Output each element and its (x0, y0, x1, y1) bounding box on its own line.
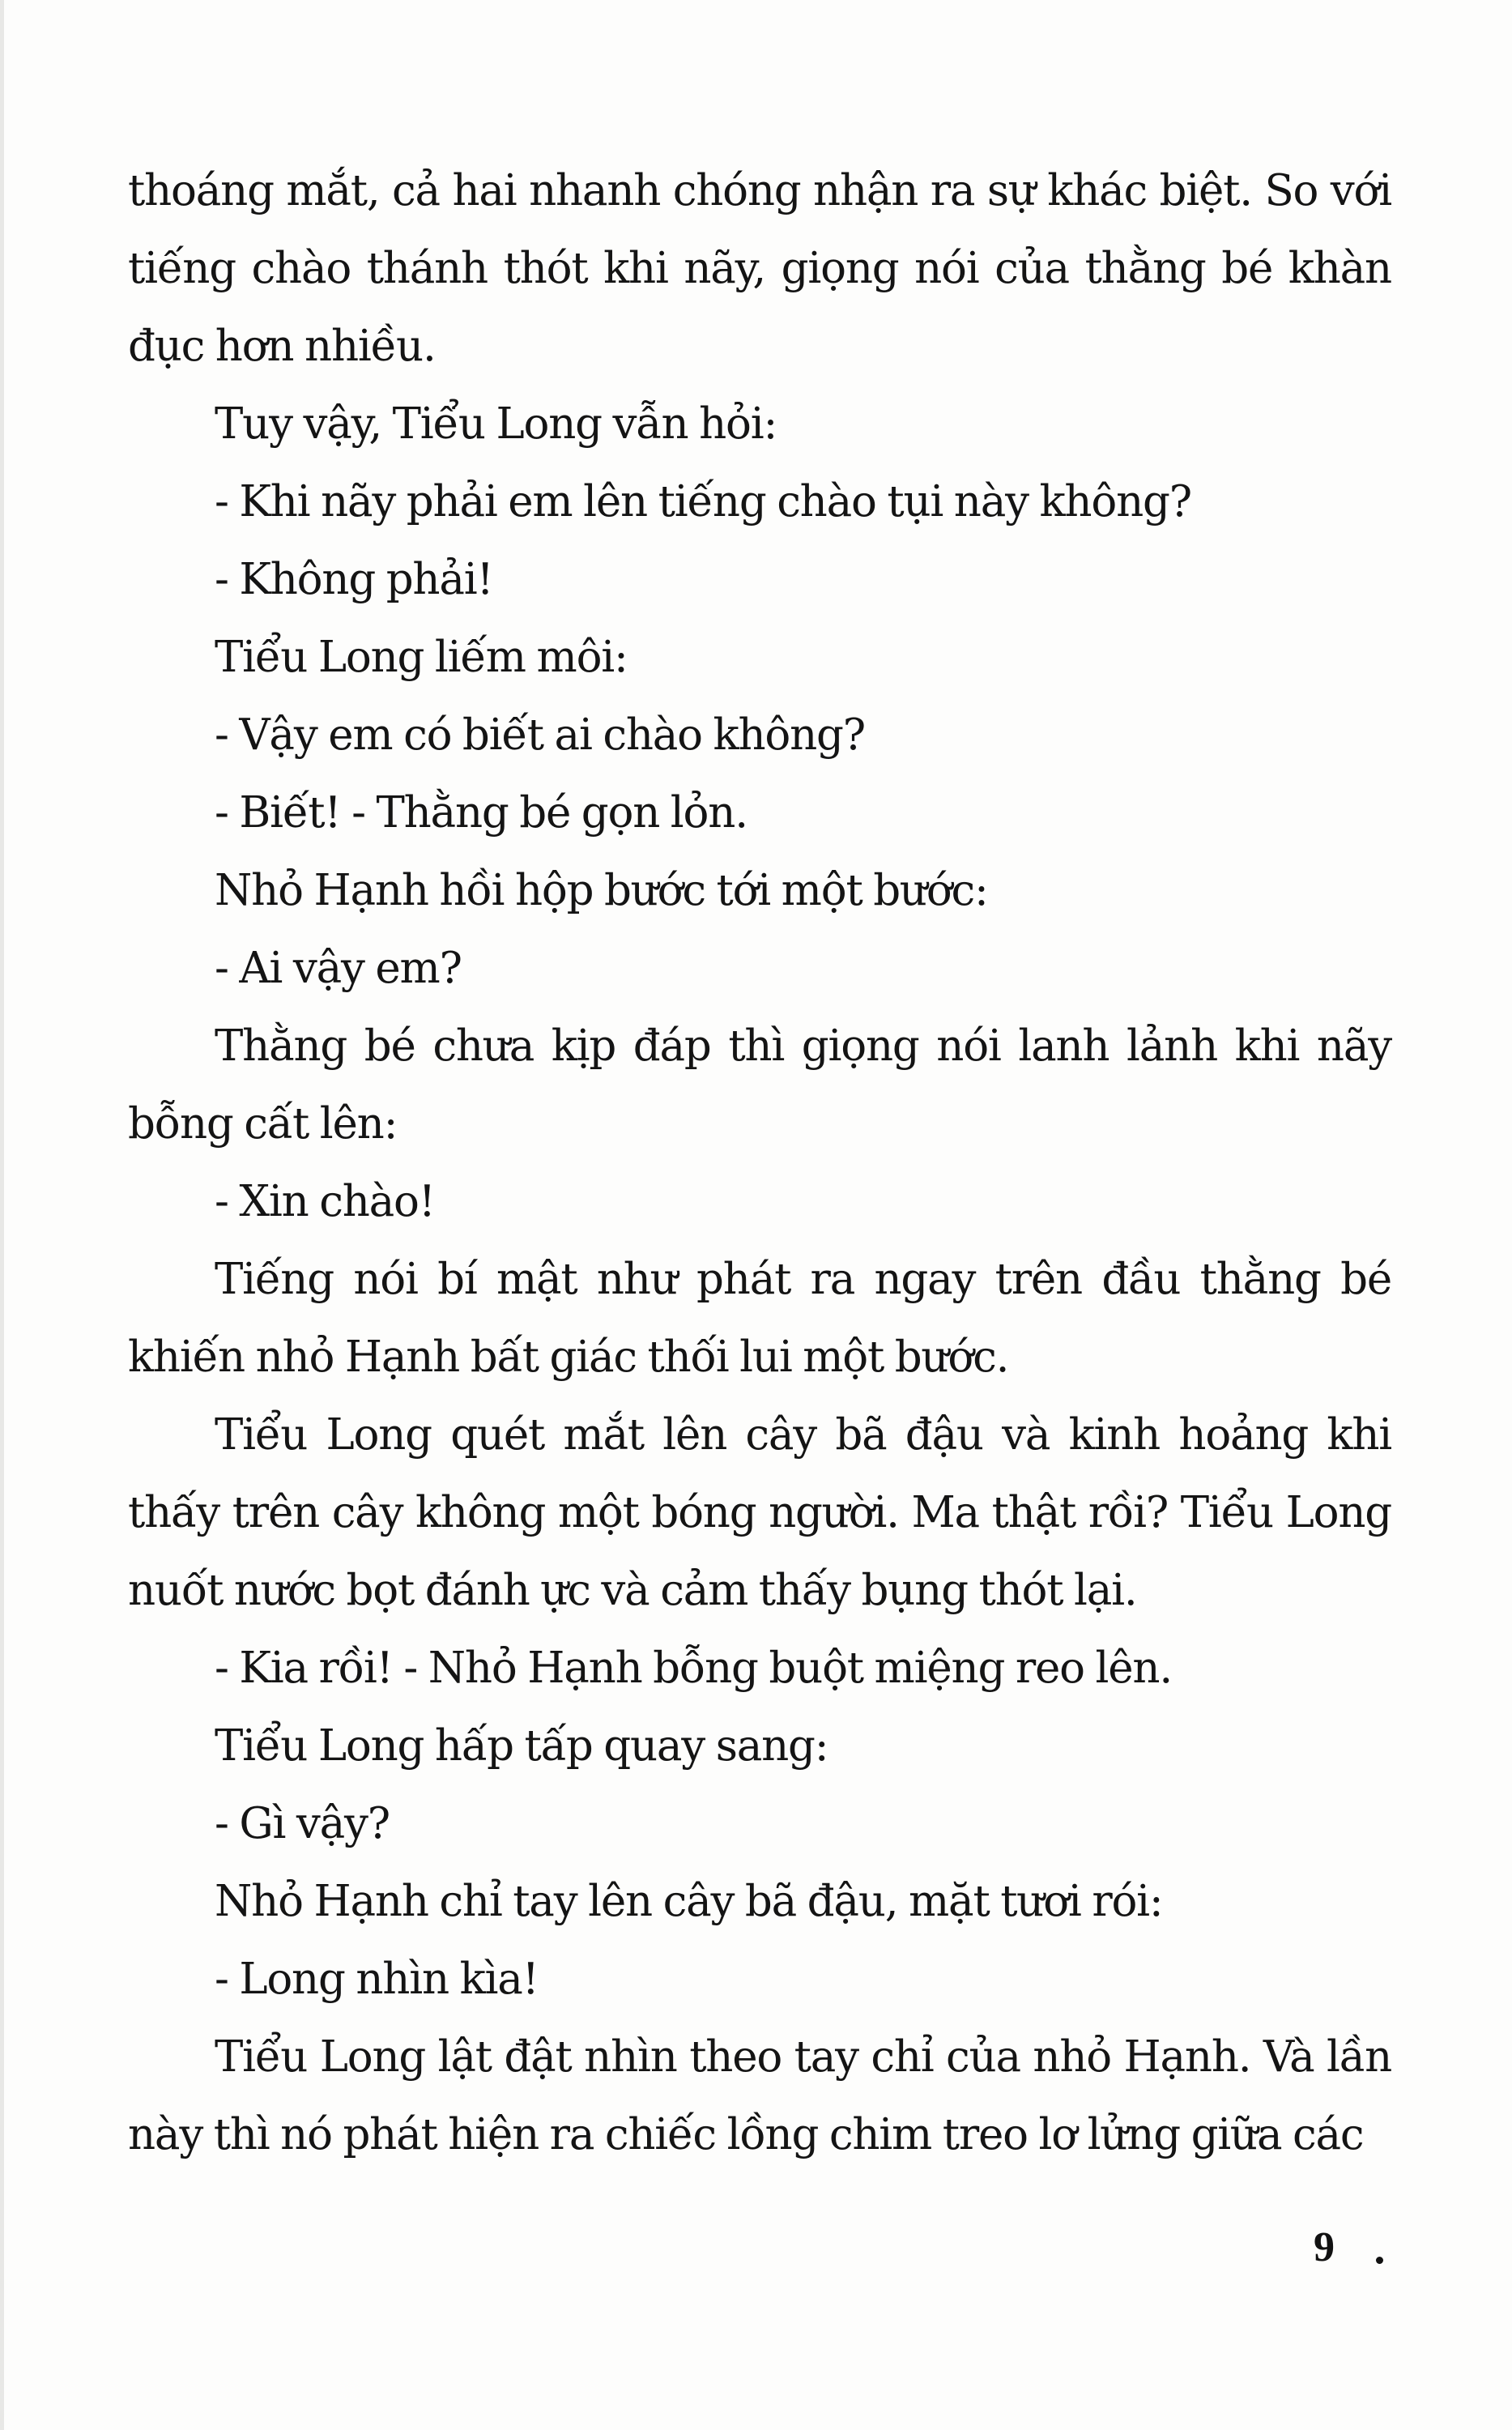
paragraph: Tiểu Long lật đật nhìn theo tay chỉ của nhỏ Hạnh. Và lần này thì nó phát hiện ra chiếc lồng chim treo lơ lửng giữa các (128, 2032, 1391, 2159)
paragraph: - Gì vậy? (215, 1799, 390, 1848)
page-number: 9 (1314, 2224, 1338, 2270)
paragraph: - Khi nãy phải em lên tiếng chào tụi này không? (215, 477, 1191, 526)
body-text (128, 152, 1391, 2174)
paragraph: - Long nhìn kìa! (215, 1955, 539, 2004)
paragraph: Tiểu Long liếm môi: (215, 633, 628, 682)
paragraph: thoáng mắt, cả hai nhanh chóng nhận ra sự khác biệt. So với tiếng chào thánh thót khi nãy, giọng nói của thằng bé khàn đục hơn nhiều. (128, 166, 1391, 371)
paragraph: - Kia rồi! - Nhỏ Hạnh bỗng buột miệng reo lên. (215, 1643, 1172, 1693)
page-edge-shadow (0, 0, 4, 2430)
paragraph: - Xin chào! (215, 1177, 435, 1226)
paragraph: - Biết! - Thằng bé gọn lỏn. (215, 788, 747, 838)
paragraph: Nhỏ Hạnh hồi hộp bước tới một bước: (215, 866, 988, 915)
paragraph: Nhỏ Hạnh chỉ tay lên cây bã đậu, mặt tươi rói: (215, 1877, 1163, 1926)
paragraph: Tuy vậy, Tiểu Long vẫn hỏi: (215, 399, 777, 449)
paragraph: Tiểu Long quét mắt lên cây bã đậu và kinh hoảng khi thấy trên cây không một bóng người. Ma thật rồi? Tiểu Long nuốt nước bọt đánh ực và cảm thấy bụng thót lại. (128, 1410, 1391, 1615)
paragraph: - Ai vậy em? (215, 944, 462, 993)
paragraph: - Không phải! (215, 555, 493, 604)
paragraph: Thằng bé chưa kịp đáp thì giọng nói lanh lảnh khi nãy bỗng cất lên: (128, 1021, 1391, 1149)
page-number-dot (1376, 2257, 1383, 2264)
paragraph: Tiếng nói bí mật như phát ra ngay trên đầu thằng bé khiến nhỏ Hạnh bất giác thối lui một bước. (128, 1255, 1391, 1382)
paragraph: Tiểu Long hấp tấp quay sang: (215, 1721, 828, 1771)
paragraph: - Vậy em có biết ai chào không? (215, 710, 865, 760)
